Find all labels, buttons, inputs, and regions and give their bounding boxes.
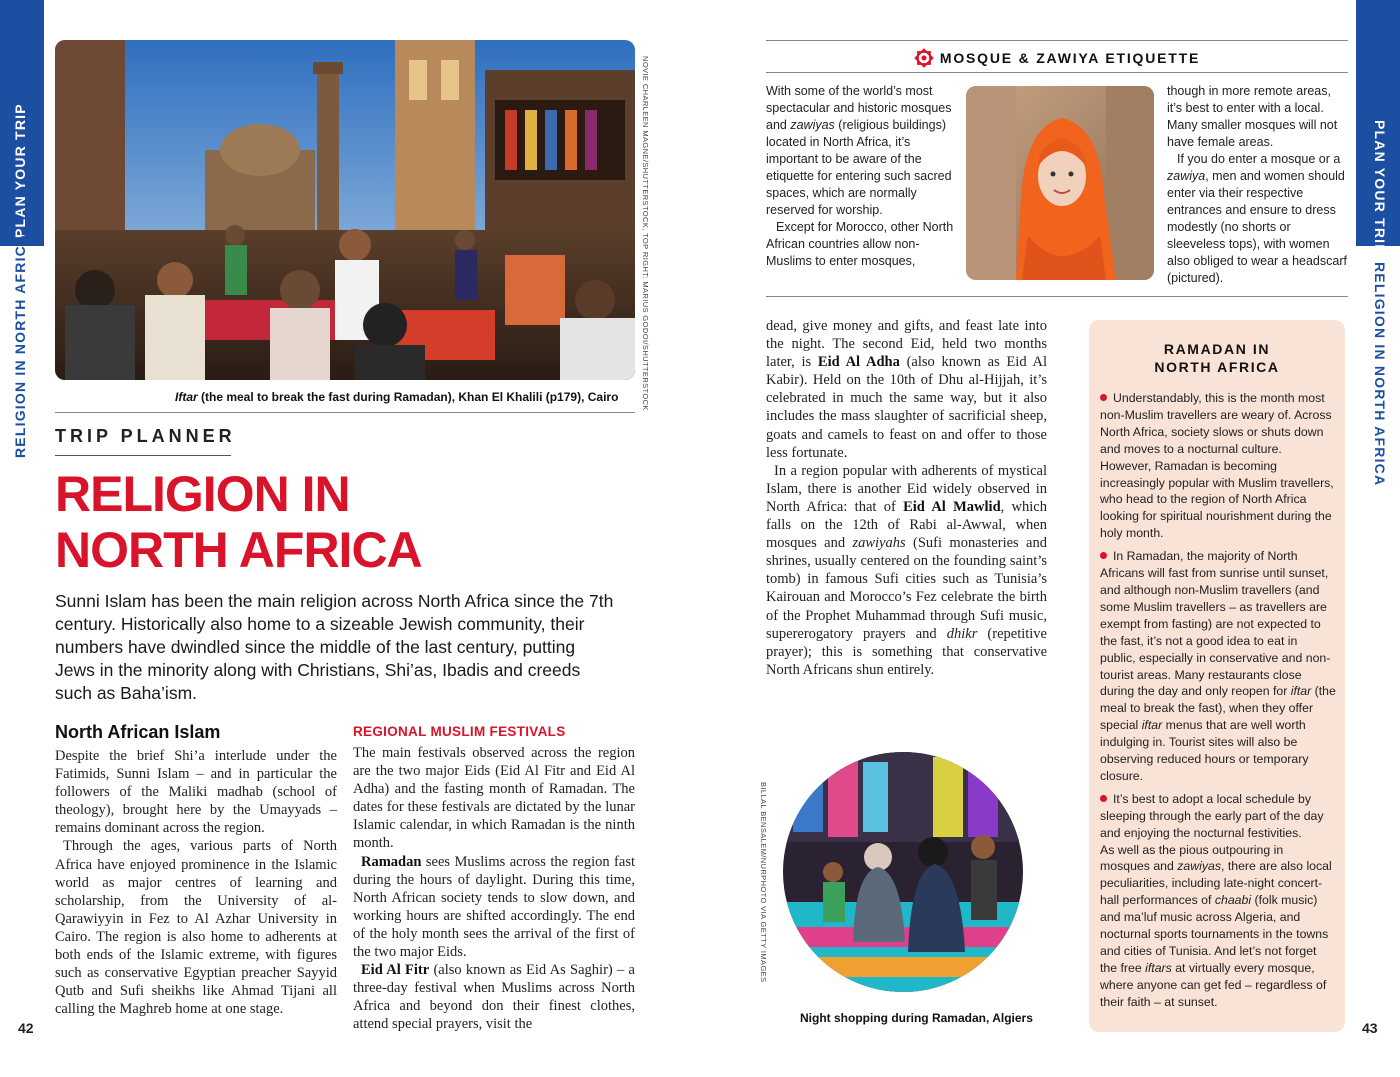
market-photo xyxy=(55,40,635,380)
body-column-3 xyxy=(766,317,1047,679)
paragraph: The main festivals observed across the region are the two major Eids (Eid Al Fitr and Eid Al Adha) and the fasting month of Ramadan. The dates for these festivals are dictated by the lunar Islamic calendar, in which Ramadan is the ninth month. xyxy=(353,745,635,852)
kicker-underline xyxy=(55,455,231,456)
paragraph: With some of the world’s most spectacular and historic mosques and zawiyas (religious buildings) located in North Africa, it’s important to be aware of the etiquette for entering such sacred spaces, which are normally reserved for worship. xyxy=(766,84,952,217)
etiquette-column-left xyxy=(766,83,956,270)
ramadan-box-title: RAMADAN IN NORTH AFRICA xyxy=(1154,341,1280,375)
bullet-icon xyxy=(1100,552,1107,559)
section-heading-north-african-islam: North African Islam xyxy=(55,722,221,742)
night-shopping-photo xyxy=(783,752,1023,992)
trip-planner-kicker: TRIP PLANNER xyxy=(55,426,236,446)
chapter-label: RELIGION IN NORTH AFRICA xyxy=(1372,262,1388,487)
right-side-tab xyxy=(1356,0,1400,1077)
headscarf-photo-illustration xyxy=(966,86,1154,280)
body-column-2 xyxy=(353,744,635,1034)
ramadan-box-body xyxy=(1100,390,1336,1017)
paragraph: Except for Morocco, other North African countries allow non-Muslims to enter mosques, xyxy=(766,220,954,268)
section-tab-label: PLAN YOUR TRIP xyxy=(12,103,28,238)
market-photo-caption: Iftar (the meal to break the fast during Ramadan), Khan El Khalili (p179), Cairo xyxy=(175,390,619,404)
bullet-icon xyxy=(1100,394,1107,401)
section-tab-label: PLAN YOUR TRIP xyxy=(1372,120,1388,255)
paragraph: Eid Al Fitr (also known as Eid As Saghir) – a three-day festival when Muslims across North Africa and beyond don their finest clothes, attend special prayers, visit the xyxy=(353,962,635,1033)
bullet-icon xyxy=(1100,795,1107,802)
page-number-left: 42 xyxy=(18,1020,34,1036)
market-photo-illustration xyxy=(55,40,635,380)
night-shopping-caption: Night shopping during Ramadan, Algiers xyxy=(800,1011,1033,1025)
bullet-item: It’s best to adopt a local schedule by sleeping through the early part of the day and enjoying the nocturnal festivities. xyxy=(1100,791,1324,840)
paragraph: dead, give money and gifts, and feast late into the night. The second Eid, held two months later, is Eid Al Adha (also known as Eid Al Kabir). Held on the 10th of Dhu al-Hijjah, it’s celebrated in much the same way, but it also includes the mass slaughter of sacrificial sheep, goats and camels to feast on and offer to those less fortunate. xyxy=(766,318,1047,461)
etiquette-top-rule xyxy=(766,40,1348,41)
page-title: RELIGION IN NORTH AFRICA xyxy=(55,466,422,578)
night-shopping-photo-illustration xyxy=(783,752,1023,992)
photo-credit-top: NOVIE CHARLEEN MAGNE/SHUTTERSTOCK, TOP RIGHT: MARIUS GODOI/SHUTTERSTOCK xyxy=(641,56,650,411)
chapter-label: RELIGION IN NORTH AFRICA xyxy=(12,233,28,458)
divider xyxy=(55,412,635,413)
paragraph: If you do enter a mosque or a zawiya, men and women should enter via their respective entrances and ensure to dress modestly (no shorts or sleeveless tops), with women also obliged to wear a headscarf (pictured). xyxy=(1167,152,1347,285)
body-column-1 xyxy=(55,747,337,1018)
intro-paragraph: Sunni Islam has been the main religion across North Africa since the 7th century. Historically also home to a sizeable Jewish community, their numbers have dwindled since the middle of the last century, putting Jews in the minority along with Christians, Shi’as, Ibadis and creeds such as Baha’ism. xyxy=(55,591,614,703)
photo-credit-circle: BILLAL BENSALEM/NURPHOTO VIA GETTY IMAGES xyxy=(759,782,768,983)
paragraph: As well as the pious outpouring in mosques and zawiyas, there are also local peculiarities, including late-night concert-hall performances of chaabi (folk music) and ma’luf music across Algeria, and nocturnal sports tournaments in the towns and cities of Tunisia. And let’s not forget the free iftars at virtually every mosque, where anyone can get fed – regardless of their faith – at sunset. xyxy=(1100,842,1332,1009)
paragraph: Despite the brief Shi’a interlude under the Fatimids, Sunni Islam – and in particular the followers of the Maliki madhab (school of theology), brought here by the Umayyads – remains dominant across the region. xyxy=(55,748,337,837)
section-heading-festivals: REGIONAL MUSLIM FESTIVALS xyxy=(353,724,566,739)
bullet-item: Understandably, this is the month most non-Muslim travellers are weary of. Across North Africa, society slows or shuts down and moves to a nocturnal culture. However, Ramadan is becoming increasingly popular with Muslim travellers, who head to the region of North Africa looking for spiritual nourishment during the holy month. xyxy=(1100,391,1334,541)
etiquette-title: MOSQUE & ZAWIYA ETIQUETTE xyxy=(766,48,1348,68)
paragraph: though in more remote areas, it’s best to enter with a local. Many smaller mosques will not have female areas. xyxy=(1167,84,1338,149)
etiquette-column-right xyxy=(1167,83,1349,287)
headscarf-photo xyxy=(966,86,1154,280)
paragraph: Through the ages, various parts of North Africa have enjoyed prominence in the Islamic world as major centres of learning and scholarship, from the University of al-Qarawiyyin in Fez to Al Azhar University in Cairo. The region is also home to adherents at both ends of the Islamic extreme, with figures such as conservative Egyptian preacher Sayyid Qutb and Sufi sheikhs like Ahmad Tijani all calling the Maghreb home at one stage. xyxy=(55,838,337,1018)
etiquette-title-rule xyxy=(766,72,1348,73)
page-number-right: 43 xyxy=(1362,1020,1378,1036)
left-side-tab xyxy=(0,0,44,1077)
star-ornament-icon xyxy=(914,48,934,68)
paragraph: In a region popular with adherents of mystical Islam, there is another Eid widely observed in North Africa: that of Eid Al Mawlid, which falls on the 12th of Rabi al-Awwal, when mosques and zawiyahs (Sufi monasteries and shrines, usually centered on the founding saint’s tomb) in famous Sufi cities such as Tunisia’s Kairouan and Morocco’s Fez celebrate the birth of the Prophet Muhammad through Sufi music, supererogatory prayers and dhikr (repetitive prayer); this is something that conservative North Africans shun entirely. xyxy=(766,462,1047,678)
paragraph: Ramadan sees Muslims across the region fast during the hours of daylight. During this time, North African society tends to slow down, and working hours are shifted accordingly. The end of the holy month sees the arrival of the first of the two major Eids. xyxy=(353,853,635,961)
bullet-item: In Ramadan, the majority of North Africans will fast from sunrise until sunset, and although non-Muslim travellers (and some Muslim travellers – as travellers are exempt from fasting) are not expected to the fast, it’s not a good idea to eat in public, especially in conservative and non-tourist areas. Many restaurants close during the day and only reopen for iftar (the meal to break the fast), when they offer special iftar menus that are well worth indulging in. Tourist sites will also be observing reduced hours or temporary closure. xyxy=(1100,549,1336,783)
etiquette-bottom-rule xyxy=(766,296,1348,297)
